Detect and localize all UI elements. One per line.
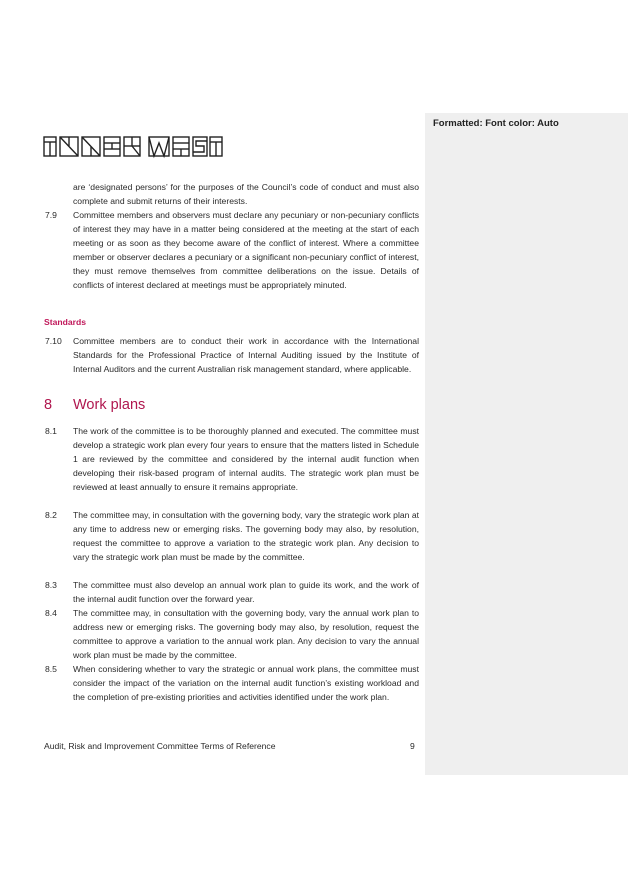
paragraph-7-10: Committee members are to conduct their work in accordance with the International Standards for the Professional Practice of Internal Auditing issued by the Institute of Internal Auditors and the current Australian risk management standard, where applicable. bbox=[73, 336, 419, 374]
footer-title: Audit, Risk and Improvement Committee Terms of Reference bbox=[44, 741, 276, 751]
paragraph-number: 8.3 bbox=[45, 580, 57, 590]
paragraph-8-4: The committee may, in consultation with the governing body, vary the annual work plan to address new or emerging risks. The governing body may also, by resolution, request the committee to approve a variation to the annual work plan. Any decision to vary the annual work plan must be made by the committee. bbox=[73, 608, 419, 660]
paragraph-number: 8.4 bbox=[45, 608, 57, 618]
paragraph-number: 7.9 bbox=[45, 210, 57, 220]
comment-pane[interactable] bbox=[425, 113, 628, 775]
paragraph-7-9: Committee members and observers must declare any pecuniary or non-pecuniary conflicts of interest they may have in a matter being considered at the meeting at the start of each meeting or as soon as they become aware of the conflict of interest. Where a committee member or observer declares a pecuniary or a significant non-pecuniary conflict of interest, they must remove themselves from committee deliberations on the issue. Details of conflicts of interest declared at meetings must be appropriately minuted. bbox=[73, 210, 419, 290]
logo-wordmark bbox=[43, 135, 223, 159]
paragraph-number: 7.10 bbox=[45, 336, 62, 346]
page-number: 9 bbox=[410, 741, 415, 751]
paragraph-8-3: The committee must also develop an annual work plan to guide its work, and the work of the internal audit function over the forward year. bbox=[73, 580, 419, 604]
section-title: Work plans bbox=[73, 397, 146, 413]
paragraph-7-9-continued: are ‘designated persons’ for the purposes of the Council’s code of conduct and must also complete and submit returns of their interests. bbox=[73, 182, 419, 206]
section-number: 8 bbox=[44, 397, 53, 413]
paragraph-number: 8.1 bbox=[45, 426, 57, 436]
inner-west-logo bbox=[43, 135, 223, 159]
paragraph-8-5: When considering whether to vary the strategic or annual work plans, the committee must consider the impact of the variation on the internal audit function’s existing workload and the completion of pre-existing priorities and activities identified under the work plan. bbox=[73, 664, 419, 702]
comment-label[interactable]: Formatted: Font color: Auto bbox=[433, 118, 559, 129]
paragraph-8-1: The work of the committee is to be thoroughly planned and executed. The committee must develop a strategic work plan every four years to ensure that the matters listed in Schedule 1 are reviewed by the committee and considered by the internal audit function when developing their risk-based program of internal audits. The strategic work plan must be reviewed at least annually to ensure it remains appropriate. bbox=[73, 426, 419, 492]
paragraph-8-2: The committee may, in consultation with the governing body, vary the strategic work plan at any time to address new or emerging risks. The governing body may also, by resolution, request the committee to approve a variation to the strategic work plan. Any decision to vary the strategic work plan must be made by the committee. bbox=[73, 510, 419, 562]
paragraph-number: 8.2 bbox=[45, 510, 57, 520]
paragraph-number: 8.5 bbox=[45, 664, 57, 674]
standards-heading: Standards bbox=[44, 317, 87, 327]
